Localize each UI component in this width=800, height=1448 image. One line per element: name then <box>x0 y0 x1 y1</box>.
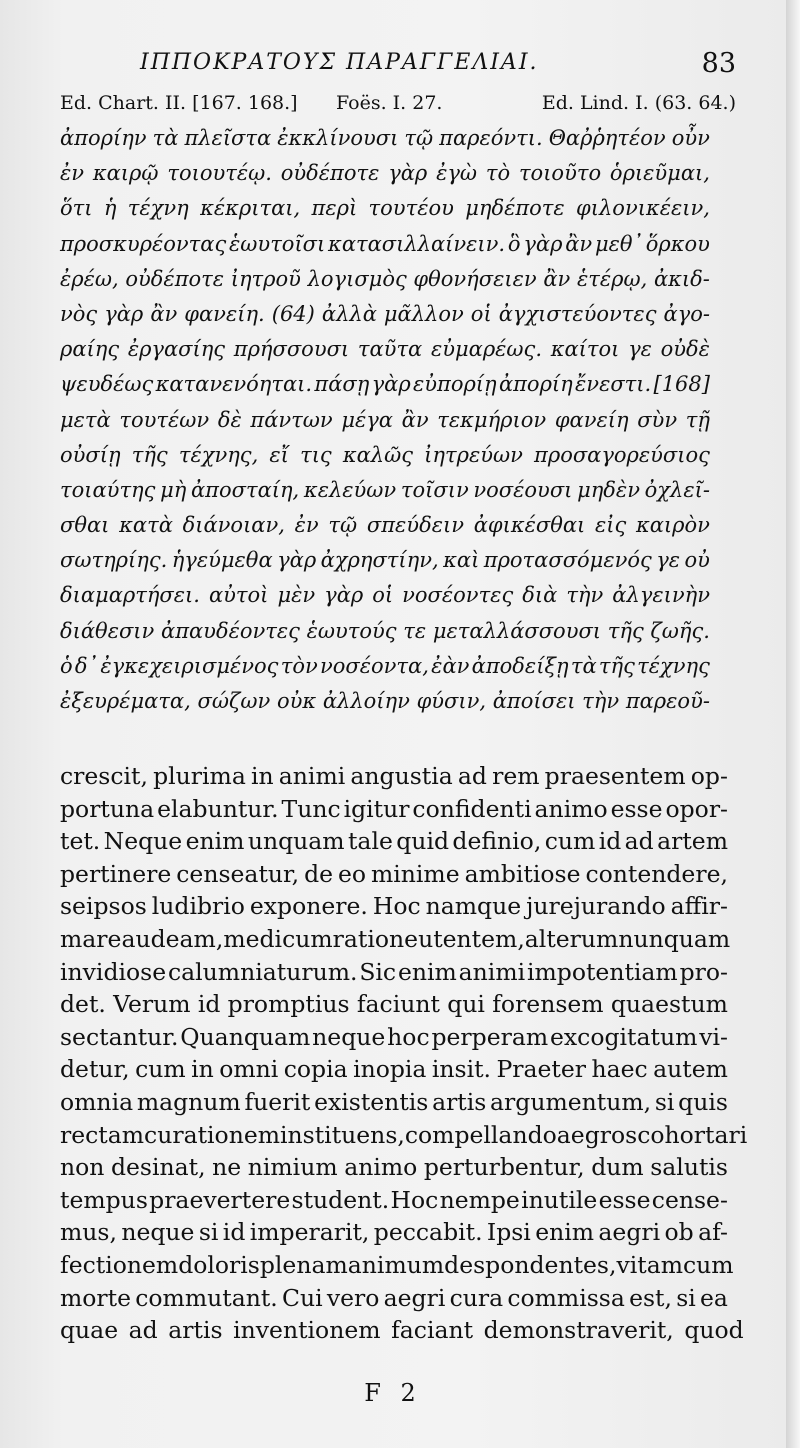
greek-text-line: διαμαρτήσει. αὐτοὶ μὲν γὰρ οἱ νοσέοντες διὰ τὴν ἀλγεινὴν <box>60 583 710 608</box>
page-edge <box>786 0 800 1448</box>
greek-text-line: ραίης ἐργασίης πρήσσουσι ταῦτα εὐμαρέως. καίτοι γε οὐδὲ <box>60 337 710 362</box>
latin-text-line: tempus praevertere student. Hoc nempe inutile esse cense- <box>60 1185 728 1214</box>
greek-text-line: ἐν καιρῷ τοιουτέῳ. οὐδέποτε γὰρ ἐγὼ τὸ τοιοῦτο ὁριεῦμαι, <box>60 161 710 186</box>
running-title: ΙΠΠΟΚΡΑΤΟΥΣ ΠΑΡΑΓΓΕΛΙΑΙ. <box>140 50 539 75</box>
greek-text-line: ψευδέως κατανενόηται. πάσῃ γὰρ εὐπορίῃ ἀπορίη ἔνεστι. [168] <box>60 372 710 397</box>
latin-text-line: mus, neque si id imperarit, peccabit. Ipsi enim aegri ob af- <box>60 1218 728 1247</box>
latin-text-line: omnia magnum fuerit existentis artis argumentum, si quis <box>60 1087 728 1116</box>
foes-edition-ref: Foës. I. 27. <box>336 92 443 114</box>
greek-text-line: ἀπορίην τὰ πλεῖστα ἐκκλίνουσι τῷ παρεόντι. Θαῤῥητέον οὖν <box>60 126 710 150</box>
greek-text-line: ὁ δ᾽ ἐγκεχειρισμένος τὸν νοσέοντα, ἐὰν ἀποδείξῃ τὰ τῆς τέχνης <box>60 653 710 678</box>
latin-text-line: morte commutant. Cui vero aegri cura commissa est, si ea <box>60 1283 728 1312</box>
greek-text-line: προσκυρέοντας ἑωυτοῖσι κατασιλλαίνειν. ὃ γὰρ ἂν μεθ᾽ ὅρκου <box>60 231 710 256</box>
greek-text-line: τοιαύτης μὴ ἀποσταίη, κελεύων τοῖσιν νοσέουσι μηδὲν ὀχλεῖ- <box>60 477 710 502</box>
greek-text-line: ἐρέω, οὐδέποτε ἰητροῦ λογισμὸς φθονήσειεν ἂν ἑτέρῳ, ἀκιδ- <box>60 266 710 291</box>
greek-text-line: σθαι κατὰ διάνοιαν, ἐν τῷ σπεύδειν ἀφικέσθαι εἰς καιρὸν <box>60 513 710 538</box>
edition-references <box>60 92 736 120</box>
greek-text-line: ὅτι ἡ τέχνη κέκριται, περὶ τουτέου μηδέποτε φιλονικέειν, <box>60 196 710 221</box>
lind-edition-ref: Ed. Lind. I. (63. 64.) <box>541 92 736 114</box>
greek-text-line: οὐσίῃ τῆς τέχνης, εἴ τις καλῶς ἰητρεύων προσαγορεύσιος <box>60 442 710 467</box>
latin-text-line: pertinere censeatur, de eo minime ambitiose contendere, <box>60 859 728 888</box>
latin-text-block <box>60 760 748 1347</box>
signature-mark: F 2 <box>364 1379 422 1407</box>
greek-text-line: διάθεσιν ἀπαυδέοντες ἑωυτούς τε μεταλλάσσουσι τῆς ζωῆς. <box>60 618 710 643</box>
latin-text-line: non desinat, ne nimium animo perturbentur, dum salutis <box>60 1153 728 1182</box>
latin-text-line: det. Verum id promptius faciunt qui forensem quaestum <box>60 990 728 1019</box>
greek-text-line: νὸς γὰρ ἂν φανείη. (64) ἀλλὰ μᾶλλον οἱ ἀγχιστεύοντες ἀγο- <box>60 301 710 326</box>
latin-text-line: fectionem doloris plenam animum despondentes, vitam cum <box>60 1250 734 1279</box>
page-number: 83 <box>701 48 736 79</box>
latin-text-line: tet. Neque enim unquam tale quid definio, cum id ad artem <box>60 827 728 856</box>
latin-text-line: invidiose calumniaturum. Sic enim animi impotentiam pro- <box>60 957 728 986</box>
greek-text-block <box>60 121 710 719</box>
latin-text-line: mare audeam, medicum ratione utentem, alterum nunquam <box>60 924 731 953</box>
latin-text-line: portuna elabuntur. Tunc igitur confidenti animo esse opor- <box>60 794 728 823</box>
latin-text-line: seipsos ludibrio exponere. Hoc namque jurejurando affir- <box>60 892 728 921</box>
latin-text-line: sectantur. Quanquam neque hoc perperam excogitatum vi- <box>60 1022 728 1051</box>
greek-text-line: ἐξευρέματα, σώζων οὐκ ἀλλοίην φύσιν, ἀποίσει τὴν παρεοῦ- <box>60 689 710 713</box>
greek-text-line: σωτηρίης. ἡγεύμεθα γὰρ ἀχρηστίην, καὶ προτασσόμενός γε οὐ <box>60 548 710 573</box>
chart-edition-ref: Ed. Chart. II. [167. 168.] <box>60 92 298 114</box>
latin-text-line: quae ad artis inventionem faciant demonstraverit, quod <box>60 1316 744 1345</box>
greek-text-line: μετὰ τουτέων δὲ πάντων μέγα ἂν τεκμήριον φανείη σὺν τῇ <box>60 407 710 432</box>
latin-text-line: crescit, plurima in animi angustia ad rem praesentem op- <box>60 762 728 790</box>
latin-text-line: detur, cum in omni copia inopia insit. Praeter haec autem <box>60 1055 728 1084</box>
latin-text-line: rectam curationem instituens, compellando aegros cohortari <box>60 1120 748 1149</box>
running-header <box>60 42 736 82</box>
